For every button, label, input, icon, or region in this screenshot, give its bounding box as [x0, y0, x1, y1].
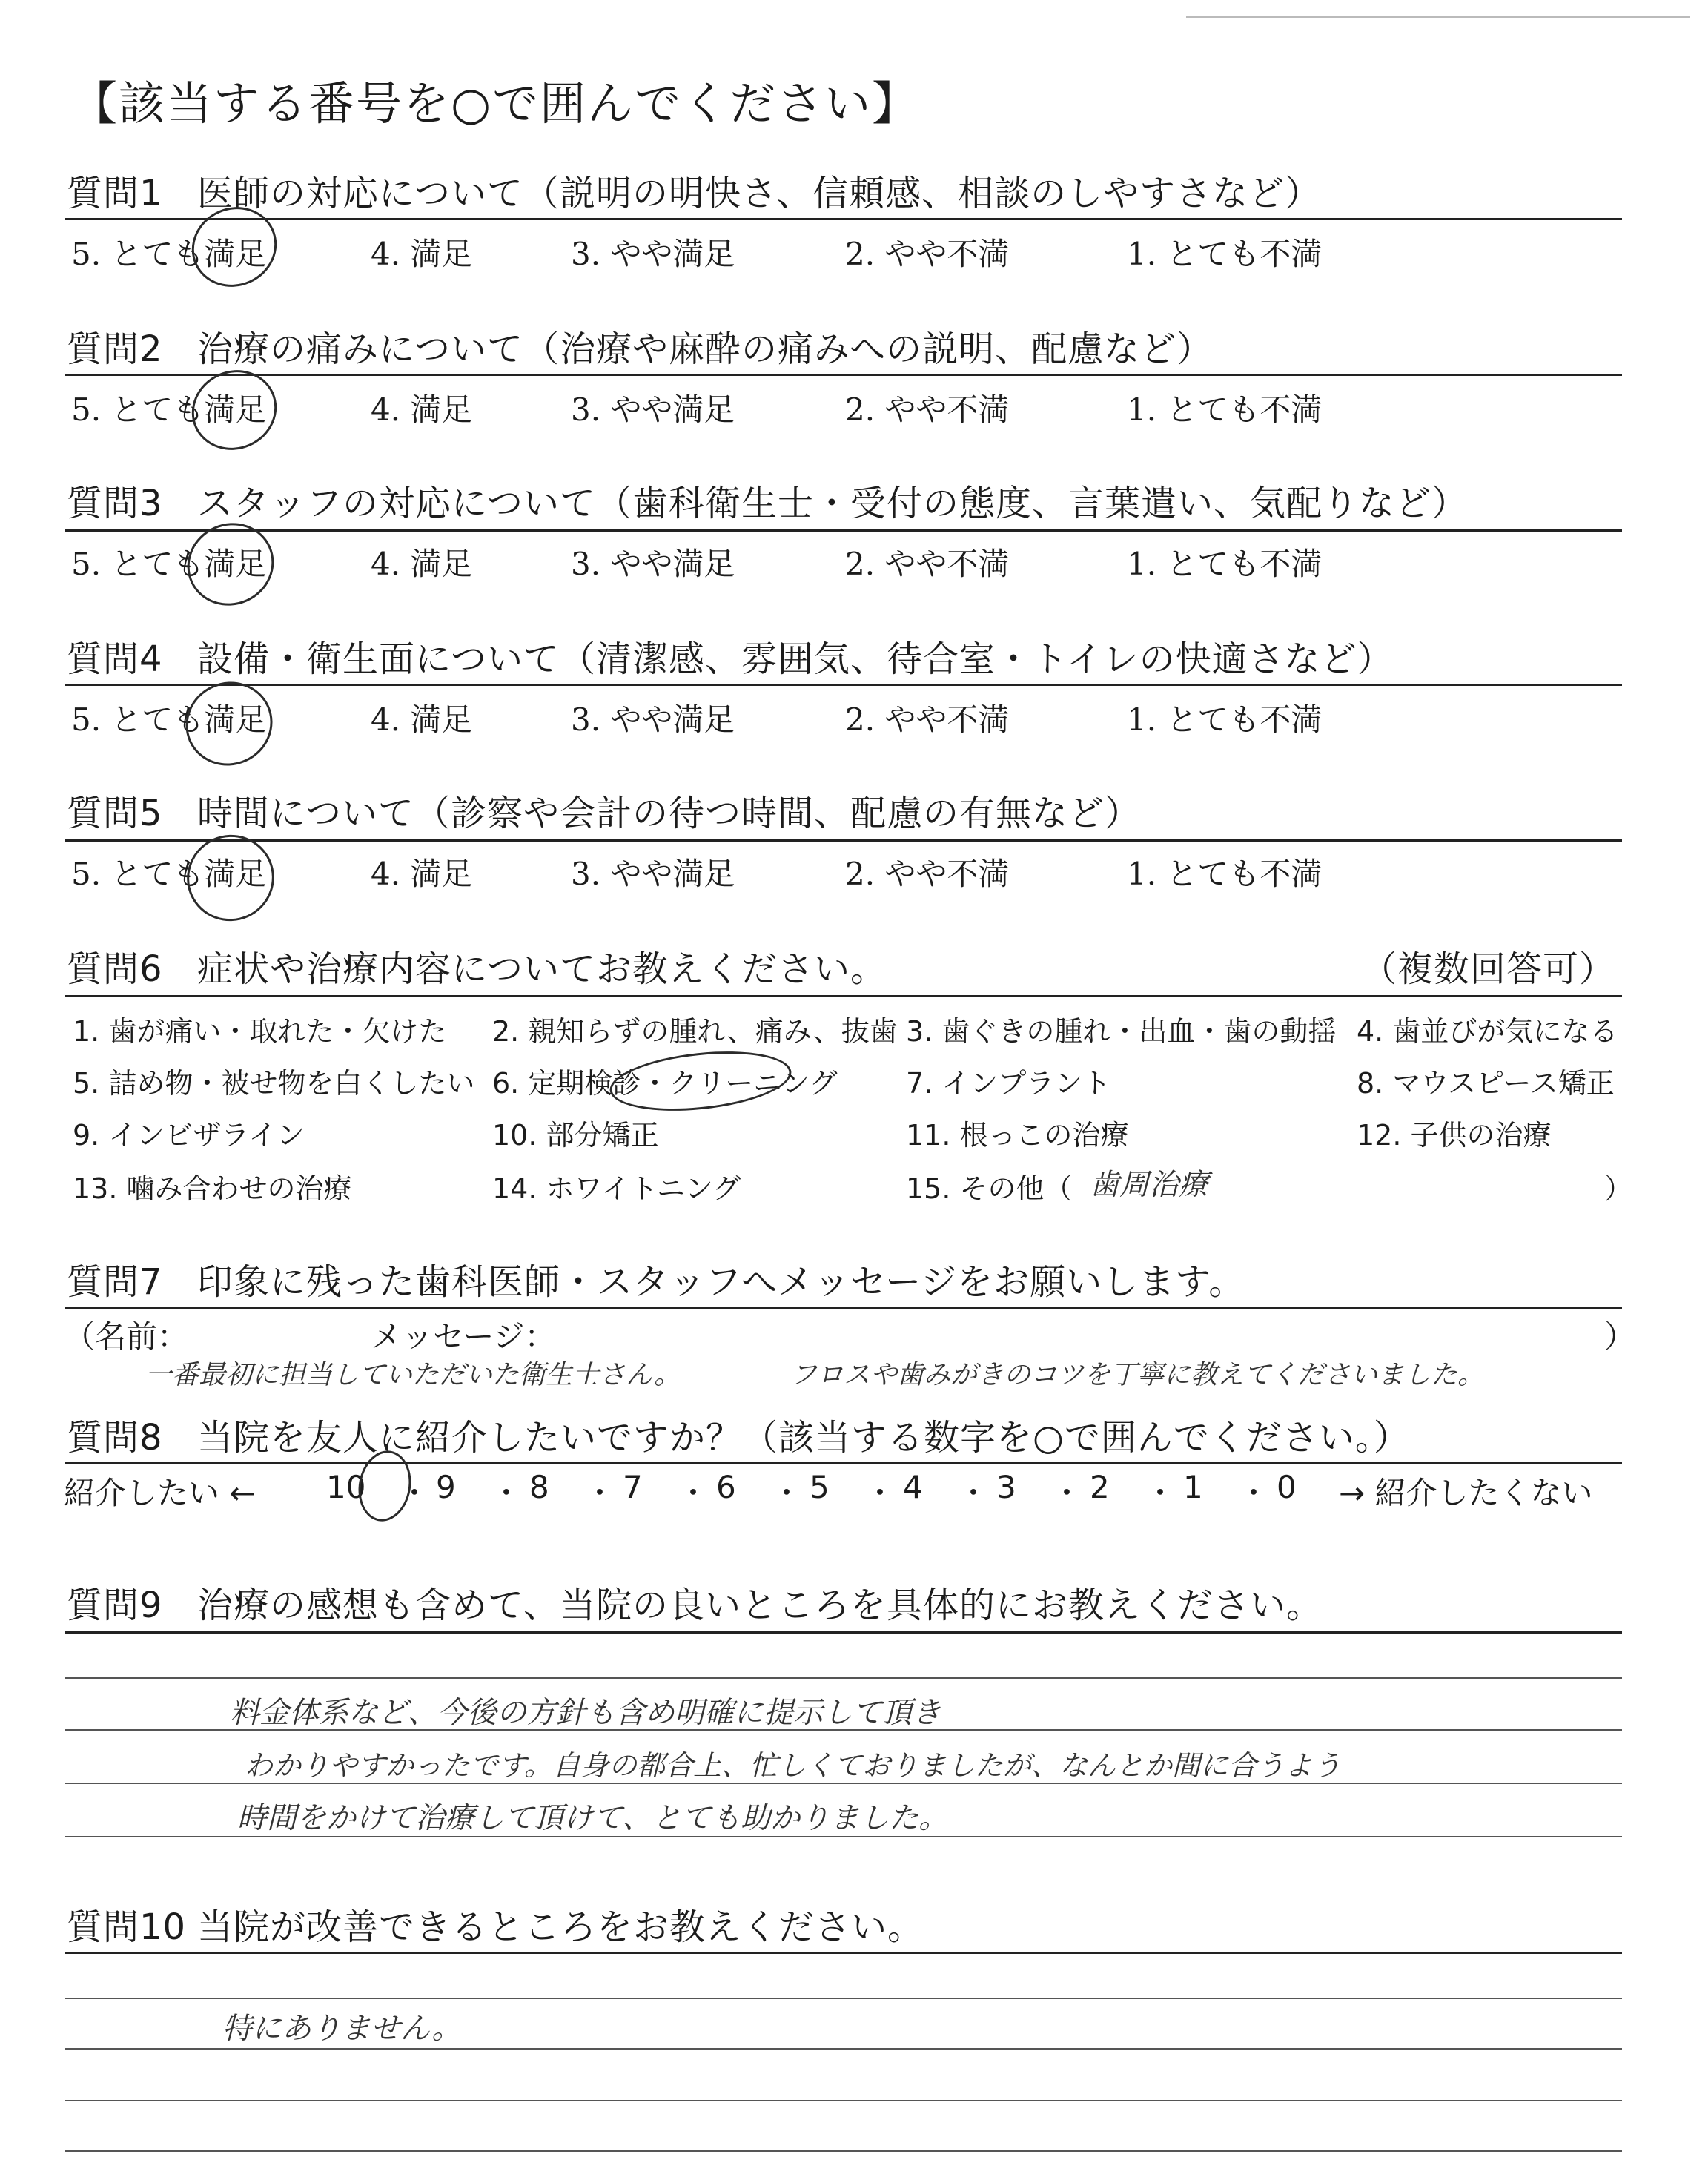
question-8-text: 当院を友人に紹介したいですか？（該当する数字を○で囲んでください。） — [197, 1417, 1410, 1459]
question-4-number: 質問4 — [67, 638, 163, 680]
question-10 — [67, 1898, 924, 1949]
q8-scale-10[interactable]: 10 — [326, 1469, 366, 1505]
question-1 — [67, 165, 1321, 216]
q8-dot: ・ — [399, 1475, 431, 1511]
q3-option-1[interactable]: 1. とても不満 — [1127, 546, 1323, 582]
question-5 — [67, 785, 1141, 836]
q2-option-1[interactable]: 1. とても不満 — [1127, 392, 1323, 428]
q6-item-10[interactable]: 10. 部分矯正 — [492, 1119, 659, 1152]
q1-option-3[interactable]: 3. やや満足 — [571, 236, 735, 272]
q6-item-12[interactable]: 12. 子供の治療 — [1357, 1119, 1552, 1152]
question-5-text: 時間について（診察や会計の待つ時間、配慮の有無など） — [197, 793, 1142, 834]
q3-option-2[interactable]: 2. やや不満 — [845, 546, 1010, 582]
q9-answer-line-3: 時間をかけて治療して頂けて、とても助かりました。 — [237, 1801, 949, 1835]
question-1-rule — [65, 218, 1622, 220]
q6-item-2[interactable]: 2. 親知らずの腫れ、痛み、抜歯 — [492, 1015, 898, 1048]
question-8-rule — [65, 1462, 1622, 1464]
question-7 — [67, 1253, 1245, 1304]
q3-option-3[interactable]: 3. やや満足 — [571, 546, 735, 582]
question-1-number: 質問1 — [67, 173, 163, 214]
q8-dot: ・ — [771, 1475, 803, 1511]
q8-dot: ・ — [491, 1475, 523, 1511]
q8-scale-3[interactable]: 3 — [996, 1469, 1016, 1505]
q8-dot: ・ — [1238, 1475, 1270, 1511]
q6-item-6[interactable]: 6. 定期検診・クリーニング — [492, 1067, 838, 1100]
question-4-rule — [65, 684, 1622, 686]
q8-right-label: → 紹介したくない — [1339, 1475, 1593, 1511]
q4-option-5[interactable]: 5. とても満足 — [71, 701, 267, 738]
q9-answer-line-1: 料金体系など、今後の方針も含め明確に提示して頂き — [230, 1696, 941, 1730]
q10-answer-line — [65, 2100, 1622, 2101]
q7-message-label: メッセージ： — [371, 1318, 556, 1355]
question-6-text: 症状や治療内容についてお教えください。 — [197, 948, 887, 990]
q8-dot: ・ — [864, 1475, 896, 1511]
question-2-number: 質問2 — [67, 328, 163, 370]
question-2-rule — [65, 374, 1622, 376]
q10-answer-line — [65, 2048, 1622, 2050]
question-2 — [67, 320, 1213, 371]
q6-item-7[interactable]: 7. インプラント — [906, 1067, 1111, 1100]
q9-answer-line — [65, 1677, 1622, 1679]
q4-option-3[interactable]: 3. やや満足 — [571, 701, 735, 738]
question-5-number: 質問5 — [67, 793, 163, 834]
question-9-rule — [65, 1631, 1622, 1634]
q10-answer: 特にありません。 — [222, 2012, 462, 2046]
q2-selected-circle — [179, 357, 289, 463]
q8-scale-8[interactable]: 8 — [529, 1469, 549, 1505]
form-header: 【該当する番号を○で囲んでください】 — [71, 76, 920, 131]
question-6 — [67, 940, 887, 991]
question-3 — [67, 475, 1468, 526]
q6-item-1[interactable]: 1. 歯が痛い・取れた・欠けた — [73, 1015, 447, 1048]
question-8 — [67, 1409, 1410, 1460]
q10-answer-line — [65, 2150, 1622, 2152]
q1-option-4[interactable]: 4. 満足 — [371, 236, 473, 272]
q6-item-11[interactable]: 11. 根っこの治療 — [906, 1119, 1129, 1152]
q8-scale-4[interactable]: 4 — [903, 1469, 923, 1505]
q9-answer-line-2: わかりやすかったです。自身の都合上、忙しくておりましたが、なんとか間に合うよう — [245, 1749, 1341, 1782]
q8-scale-2[interactable]: 2 — [1090, 1469, 1110, 1505]
question-9-number: 質問9 — [67, 1585, 163, 1626]
q2-option-5[interactable]: 5. とても満足 — [71, 392, 267, 428]
q8-dot: ・ — [584, 1475, 616, 1511]
q2-option-2[interactable]: 2. やや不満 — [845, 392, 1010, 428]
question-9 — [67, 1576, 1323, 1628]
q8-left-label: 紹介したい ← — [64, 1475, 256, 1511]
question-10-number: 質問10 — [67, 1906, 187, 1948]
scan-top-edge — [1186, 16, 1690, 18]
question-6-number: 質問6 — [67, 948, 163, 990]
question-4 — [67, 630, 1394, 681]
question-3-text: スタッフの対応について（歯科衛生士・受付の態度、言葉遣い、気配りなど） — [197, 483, 1469, 524]
q6-item-8[interactable]: 8. マウスピース矯正 — [1357, 1067, 1615, 1100]
question-6-note: （複数回答可） — [1361, 948, 1616, 990]
q6-other-close: ） — [1604, 1172, 1633, 1205]
q8-dot: ・ — [678, 1475, 709, 1511]
question-6-rule — [65, 995, 1622, 997]
q8-scale-0[interactable]: 0 — [1277, 1469, 1297, 1505]
question-2-text: 治療の痛みについて（治療や麻酔の痛みへの説明、配慮など） — [197, 328, 1214, 370]
q5-option-3[interactable]: 3. やや満足 — [571, 856, 735, 892]
question-7-text: 印象に残った歯科医師・スタッフへメッセージをお願いします。 — [197, 1261, 1245, 1303]
question-3-number: 質問3 — [67, 483, 163, 524]
q5-option-5[interactable]: 5. とても満足 — [71, 856, 267, 892]
q8-scale-7[interactable]: 7 — [623, 1469, 643, 1505]
question-8-number: 質問8 — [67, 1417, 163, 1459]
q3-option-5[interactable]: 5. とても満足 — [71, 546, 267, 582]
q5-option-1[interactable]: 1. とても不満 — [1127, 856, 1323, 892]
q1-option-2[interactable]: 2. やや不満 — [845, 236, 1010, 272]
q10-answer-line — [65, 1998, 1622, 1999]
q6-item-15[interactable]: 15. その他（ — [906, 1172, 1073, 1205]
question-5-rule — [65, 839, 1622, 842]
q5-option-2[interactable]: 2. やや不満 — [845, 856, 1010, 892]
question-4-text: 設備・衛生面について（清潔感、雰囲気、待合室・トイレの快適さなど） — [197, 638, 1394, 680]
q6-item-4[interactable]: 4. 歯並びが気になる — [1357, 1015, 1618, 1048]
q2-option-4[interactable]: 4. 満足 — [371, 392, 473, 428]
q2-option-3[interactable]: 3. やや満足 — [571, 392, 735, 428]
q6-item-14[interactable]: 14. ホワイトニング — [492, 1172, 741, 1205]
q8-dot: ・ — [958, 1475, 990, 1511]
q1-option-1[interactable]: 1. とても不満 — [1127, 236, 1323, 272]
question-7-number: 質問7 — [67, 1261, 163, 1303]
q6-item-13[interactable]: 13. 噛み合わせの治療 — [73, 1172, 352, 1205]
q4-option-4[interactable]: 4. 満足 — [371, 701, 473, 738]
q6-item-5[interactable]: 5. 詰め物・被せ物を白くしたい — [73, 1067, 475, 1100]
q5-selected-circle — [173, 821, 288, 935]
q7-close: ） — [1604, 1318, 1636, 1355]
q6-item-9[interactable]: 9. インビザライン — [73, 1119, 305, 1152]
question-10-text: 当院が改善できるところをお教えください。 — [197, 1906, 924, 1948]
question-3-rule — [65, 529, 1622, 532]
q6-selected-circle — [607, 1043, 795, 1118]
q8-dot: ・ — [1051, 1475, 1083, 1511]
question-9-text: 治療の感想も含めて、当院の良いところを具体的にお教えください。 — [197, 1585, 1323, 1626]
q7-answer-right: フロスや歯みがきのコツを丁寧に教えてくださいました。 — [790, 1360, 1485, 1390]
q3-selected-circle — [174, 509, 288, 619]
question-1-text: 医師の対応について（説明の明快さ、信頼感、相談のしやすさなど） — [197, 173, 1322, 214]
q4-option-1[interactable]: 1. とても不満 — [1127, 701, 1323, 738]
q8-scale-9[interactable]: 9 — [436, 1469, 456, 1505]
question-10-rule — [65, 1952, 1622, 1954]
q8-dot: ・ — [1145, 1475, 1176, 1511]
q5-option-4[interactable]: 4. 満足 — [371, 856, 473, 892]
q6-other-answer: 歯周治療 — [1090, 1168, 1208, 1202]
q8-scale-1[interactable]: 1 — [1183, 1469, 1203, 1505]
q7-answer-left: 一番最初に担当していただいた衛生士さん。 — [145, 1360, 681, 1390]
q7-name-label: （名前： — [64, 1318, 189, 1355]
question-7-rule — [65, 1307, 1622, 1309]
q4-option-2[interactable]: 2. やや不満 — [845, 701, 1010, 738]
q8-scale-5[interactable]: 5 — [810, 1469, 830, 1505]
q3-option-4[interactable]: 4. 満足 — [371, 546, 473, 582]
q6-item-3[interactable]: 3. 歯ぐきの腫れ・出血・歯の動揺 — [906, 1015, 1337, 1048]
q8-scale-6[interactable]: 6 — [716, 1469, 736, 1505]
q1-option-5[interactable]: 5. とても満足 — [71, 236, 267, 272]
